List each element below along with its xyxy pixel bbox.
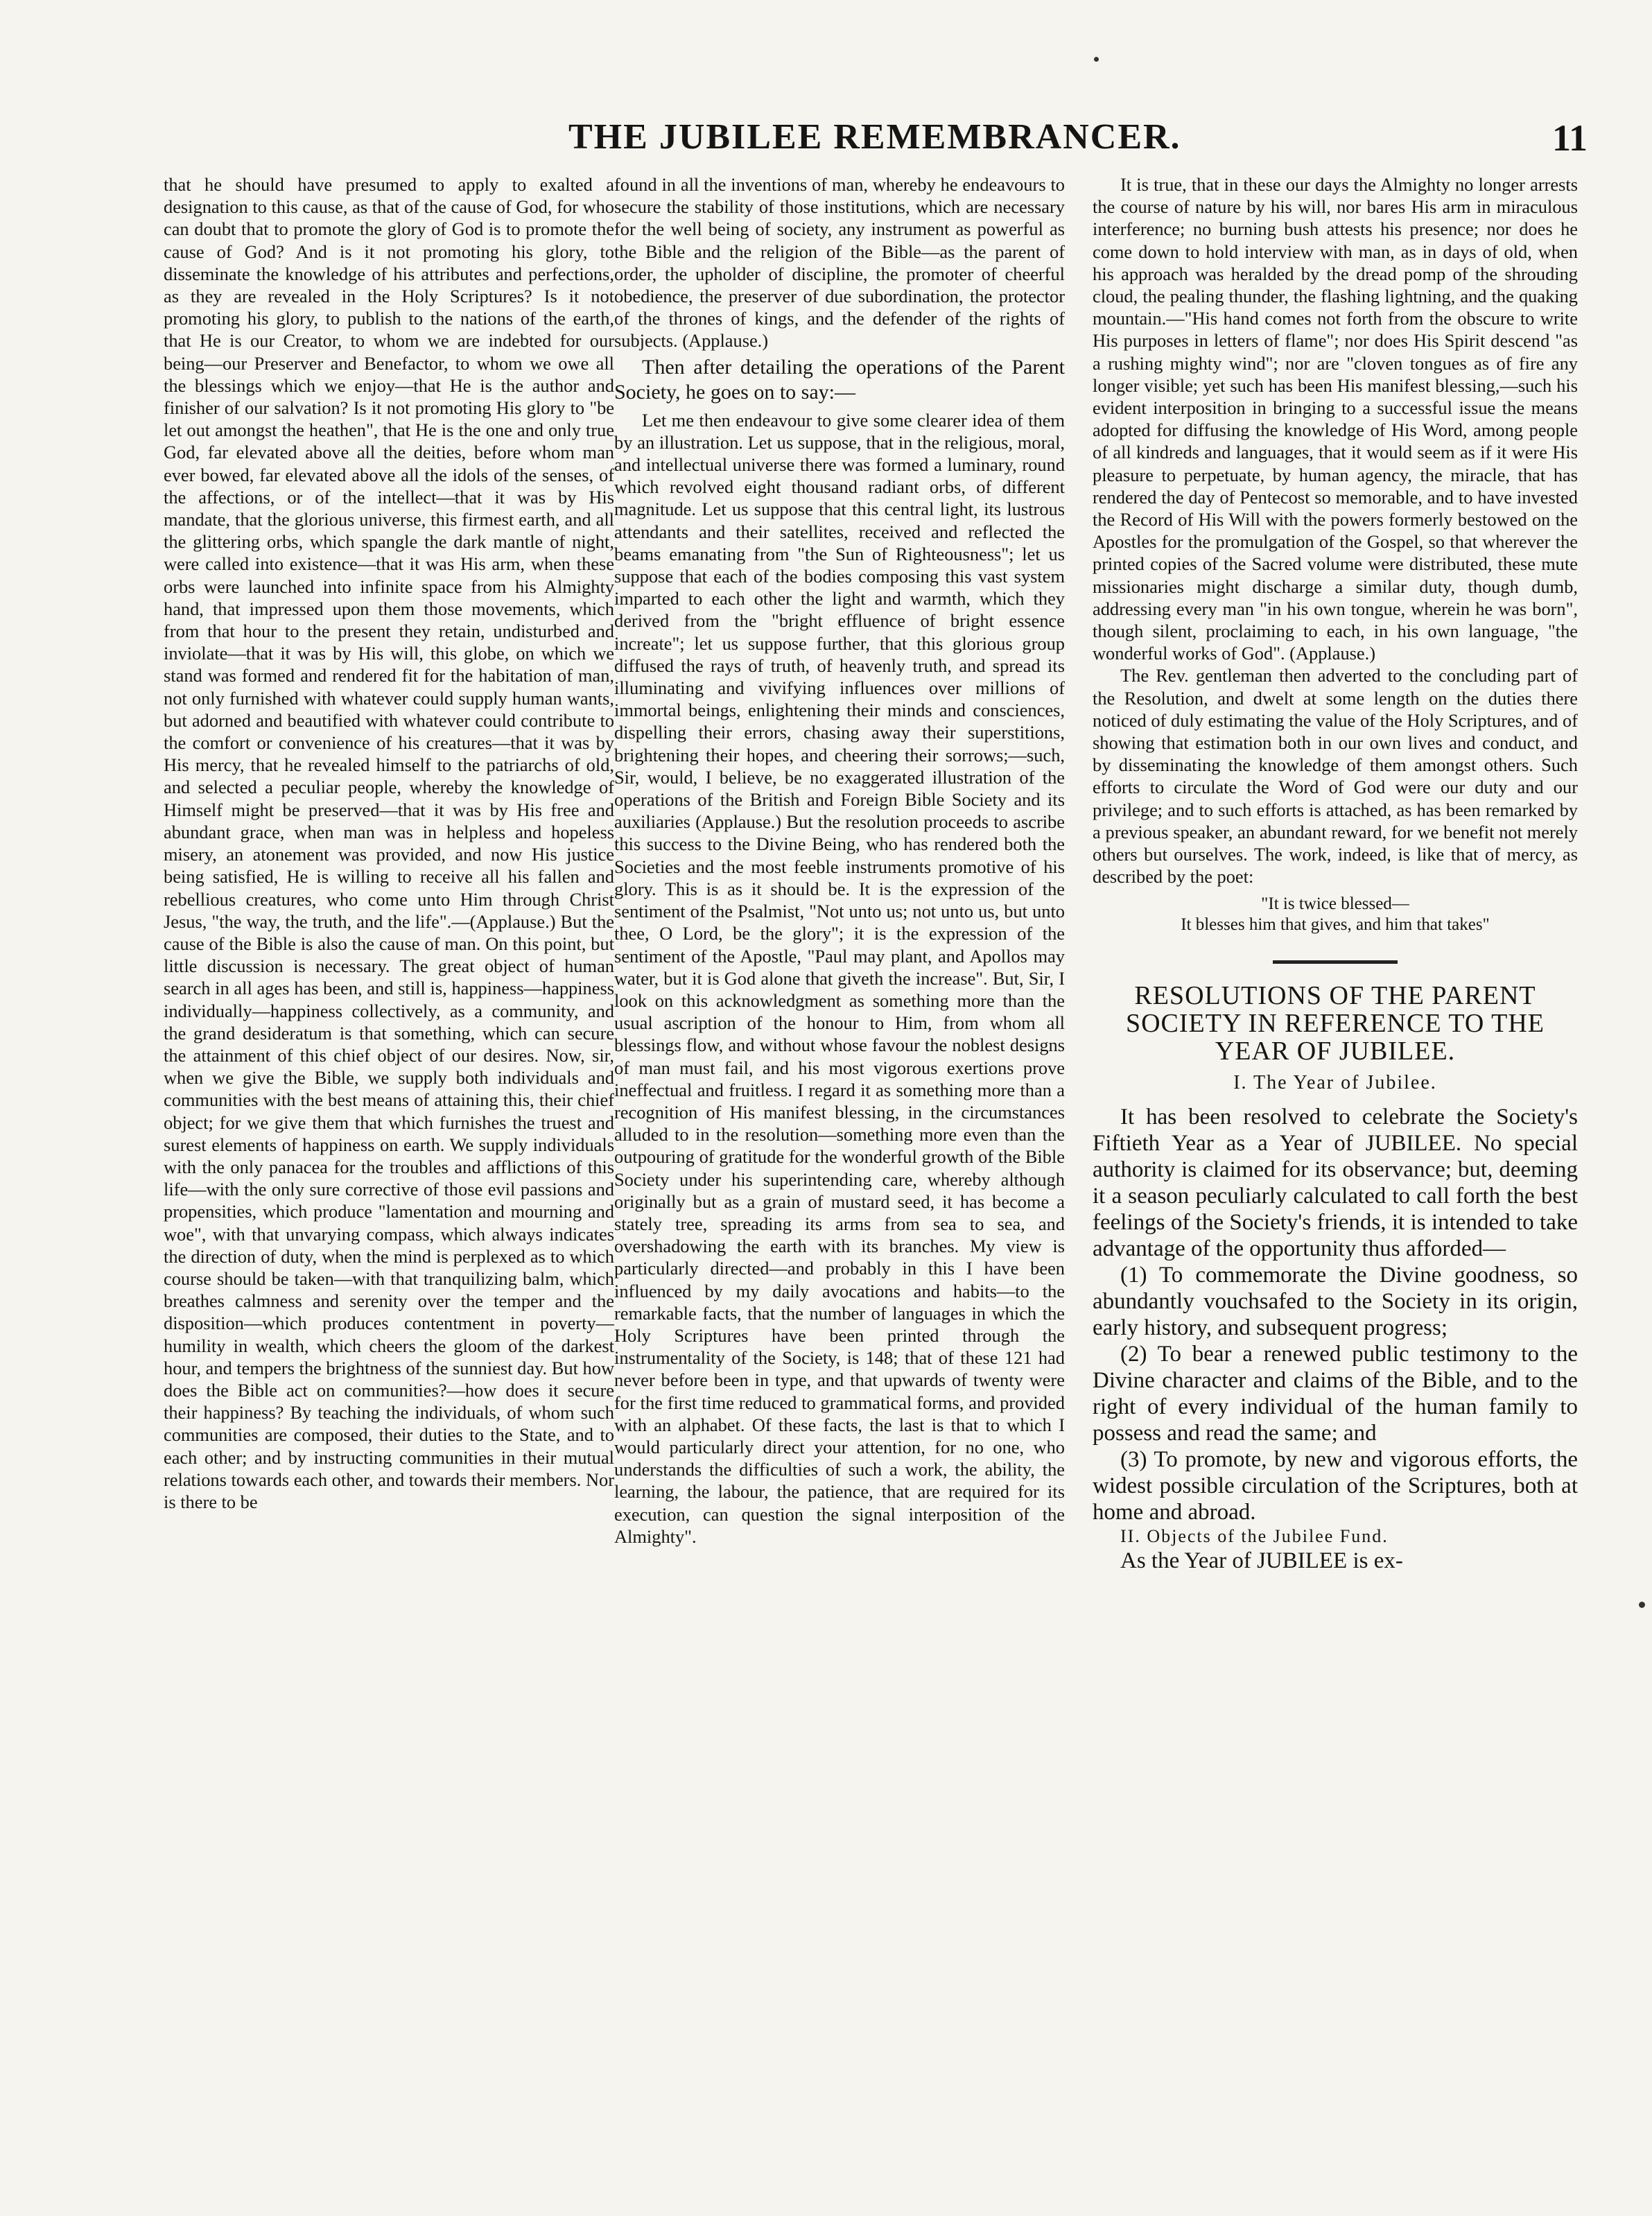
column-1 — [164, 173, 614, 2198]
column-3 — [1093, 173, 1578, 2198]
resolutions-body — [1093, 1104, 1578, 1525]
paragraph: Let me then endeavour to give some clearer idea of them by an illustration. Let us suppose, that in the religious, moral, and intellectual universe there was formed a luminary, round which revolved eight thousand radiant orbs, of different magnitude. Let us suppose that this central light, its lustrous attendants and their satellites, received and reflected the beams emanating from "the Sun of Righteousness"; let us suppose that each of the bodies composing this vast system imparted to each other the light and warmth, which they derived from the "bright effluence of bright essence increate"; let us suppose further, that this glorious group diffused the rays of truth, of heavenly truth, and spread its illuminating and vivifying influences over millions of immortal beings, enlightening their minds and consciences, dispelling their errors, chasing away their superstitions, brightening their hopes, and cheering their sorrows;—such, Sir, would, I believe, be no exaggerated illustration of the operations of the British and Foreign Bible Society and its auxiliaries (Applause.) But the resolution proceeds to ascribe this success to the Divine Being, who has rendered both the Societies and the most feeble instruments promotive of his glory. This is as it should be. It is the expression of the sentiment of the Psalmist, "Not unto us; not unto us, but unto thee, O Lord, be the glory"; it is the expression of the sentiment of the Apostle, "Paul may plant, and Apollos may water, but it is God alone that giveth the increase". But, Sir, I look on this acknowledgment as something more than the usual ascription of the honour to Him, from whom all blessings flow, and without whose favour the noblest designs of man must fail, and his most vigorous exertions prove ineffectual and fruitless. I regard it as something more than a recognition of His manifest blessing, in the circumstances alluded to in the resolution—something more even than the outpouring of gratitude for the wonderful growth of the Bible Society under his superintending care, whereby although originally but as a grain of mustard seed, it has become a stately tree, spreading its arms from sea to sea, and overshadowing the earth with its branches. My view is particularly directed—and probably in this I have been influenced by my daily avocations and habits—to the remarkable facts, that the number of languages in which the Holy Scriptures have been printed through the instrumentality of the Society, is 148; that of these 121 had never before been in type, and that upwards of twenty were for the first time reduced to grammatical forms, and provided with an alphabet. Of these facts, the last is that to which I would particularly direct your attention, for no one, who understands the difficulties of such a work, the ability, the learning, the labour, the patience, that are required for its execution, can question the signal interposition of the Almighty". — [614, 409, 1065, 1547]
print-speck — [1639, 1602, 1645, 1608]
jubilee-fund-body — [1093, 1548, 1578, 1574]
poem-line: "It is twice blessed— — [1261, 894, 1409, 913]
list-item: (2) To bear a renewed public testimony to the Divine character and claims of the Bible, and to the right of every individual of the human family to possess and read the same; and — [1093, 1341, 1578, 1446]
resolutions-heading: RESOLUTIONS OF THE PARENT SOCIETY IN REFERENCE TO THE YEAR OF JUBILEE. — [1125, 980, 1545, 1066]
poem-line: It blesses him that gives, and him that takes" — [1181, 915, 1490, 934]
paragraph: found in all the inventions of man, whereby he endeavours to secure the stability of those institutions, which are necessary for the well being of society, any instrument as powerful as the Bible and the religion of the Bible—as the parent of order, the upholder of discipline, the promoter of cheerful obedience, the preserver of due subordination, the protector of the thrones of kings, and the defender of the rights of subjects. (Applause.) — [614, 174, 1065, 352]
paragraph: The Rev. gentleman then adverted to the concluding part of the Resolution, and dwelt at some length on the duties there noticed of duly estimating the value of the Holy Scriptures, and of showing that estimation both in our own lives and conduct, and by disseminating the knowledge of them amongst others. Such efforts to circulate the Word of God were our duty and our privilege; and to such efforts is attached, as has been remarked by a previous speaker, an abundant reward, for we benefit not merely others but ourselves. The work, indeed, is like that of mercy, as described by the poet: — [1093, 665, 1578, 888]
paragraph: It is true, that in these our days the Almighty no longer arrests the course of nature by his will, nor bares His arm in miraculous interference; no burning bush attests his presence; nor does he come down to hold interview with man, as in days of old, when his approach was heralded by the dread pomp of the shrouding cloud, the pealing thunder, the flashing lightning, and the quaking mountain.—"His hand comes not forth from the obscure to write His purposes in letters of flame"; nor does His Spirit descend "as a rushing mighty wind"; nor are "cloven tongues as of fire any longer visible; yet such has been His manifest blessing,—such his evident interposition in bringing to a successful issue the means adopted for diffusing the knowledge of His Word, among people of all kindreds and languages, that it would seem as if it were His pleasure to perpetuate, by human agency, the miracle, that has rendered the day of Pentecost so memorable, and to have invested the Record of His Will with the powers formerly bestowed on the Apostles for the promulgation of the Gospel, so that wherever the printed copies of the Sacred volume were distributed, these mute missionaries might discharge a similar duty, though dumb, addressing every man "in his own tongue, wherein he was born", though silent, proclaiming to each, in his own language, "the wonderful works of God". (Applause.) — [1093, 174, 1578, 664]
running-head — [125, 116, 1588, 165]
paragraph: It has been resolved to celebrate the Society's Fiftieth Year as a Year of JUBILEE. No special authority is claimed for its observance; but, deeming it a season peculiarly calculated to call forth the best feelings of the Society's friends, it is intended to take advantage of the opportunity thus afforded— — [1093, 1104, 1578, 1261]
list-item: (1) To commemorate the Divine goodness, so abundantly vouchsafed to the Society in its origin, early history, and subsequent progress; — [1093, 1262, 1578, 1340]
page-number: 11 — [1551, 117, 1588, 159]
paragraph: As the Year of JUBILEE is ex- — [1120, 1548, 1403, 1573]
poem-quote — [1093, 894, 1578, 935]
section-heading-jubilee-fund: II. Objects of the Jubilee Fund. — [1120, 1525, 1389, 1546]
section-divider — [1273, 960, 1398, 964]
column-2 — [614, 173, 1065, 2198]
page-title: THE JUBILEE REMEMBRANCER. — [568, 117, 1181, 157]
paragraph: that he should have presumed to apply to exalted a designation to this cause, as that of the cause of God, for who can doubt that to promote the glory of God is to promote the cause of God? And is it not promoting his glory, to disseminate the knowledge of his attributes and perfections, as they are revealed in the Holy Scriptures? Is it not promoting his glory, to publish to the nations of the earth, that He is our Creator, to whom we are indebted for our being—our Preserver and Benefactor, to whom we owe all the blessings which we enjoy—that He is the author and finisher of our salvation? Is it not promoting His glory to "be let out amongst the heathen", that He is the one and only true God, far elevated above all the deities, before whom man ever bowed, far elevated above all the idols of the senses, of the affections, or of the intellect—that it was by His mandate, that the glorious universe, this firmest earth, and all the glittering orbs, which spangle the dark mantle of night, were called into existence—that it was His arm, when these orbs were launched into infinite space from his Almighty hand, that impressed upon them those movements, which from that hour to the present they retain, undisturbed and inviolate—that it was by His will, this globe, on which we stand was formed and rendered fit for the habitation of man, not only furnished with whatever could supply human wants, but adorned and beautified with whatever could contribute to the comfort or convenience of his creatures—that it was by His mercy, that he revealed himself to the patriarchs of old, and selected a peculiar people, whereby the knowledge of Himself might be preserved—that it was by His free and abundant grace, when man was in helpless and hopeless misery, an atonement was provided, and now His justice being satisfied, He is willing to receive all his fallen and rebellious creatures, who come unto Him through Christ Jesus, "the way, the truth, and the life".—(Applause.) But the cause of the Bible is also the cause of man. On this point, but little discussion is necessary. The great object of human search in all ages has been, and still is, happiness—happiness individually—happiness collectively, as a community, and the grand desideratum is that something, which can secure the attainment of this chief object of our desires. Now, sir, when we give the Bible, we supply both individuals and communities with the best means of attaining this, their chief object; for we give them that which furnishes the truest and surest elements of happiness on earth. We supply individuals with the only panacea for the troubles and afflictions of this life—with the only sure corrective of those evil passions and propensities, which produce "lamentation and mourning and woe", with that unvarying compass, which always indicates the direction of duty, when the mind is perplexed as to which course should be taken—with that tranquilizing balm, which breathes calmness and serenity over the temper and the disposition—which produces contentment in poverty—humility in wealth, which cheers the gloom of the darkest hour, and tempers the brightness of the sunniest day. But how does the Bible act on communities?—how does it secure their happiness? By teaching the individuals, of whom such communities are composed, their duties to the State, and to each other; and by instructing communities in their mutual relations towards each other, and towards their members. Nor is there to be — [164, 174, 614, 1512]
paragraph-transition: Then after detailing the operations of the Parent Society, he goes on to say:— — [614, 355, 1065, 404]
list-item: (3) To promote, by new and vigorous efforts, the widest possible circulation of the Scriptures, both at home and abroad. — [1093, 1446, 1578, 1525]
section-heading-year-of-jubilee: I. The Year of Jubilee. — [1233, 1071, 1437, 1093]
print-speck — [1094, 57, 1099, 62]
